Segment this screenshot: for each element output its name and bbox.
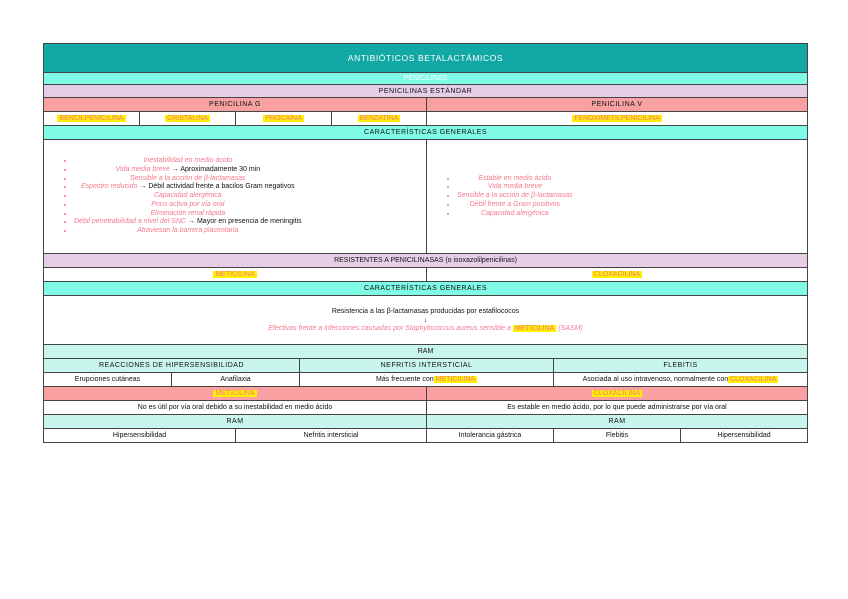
drug-ram-values-row — [44, 429, 807, 443]
meticilina-header: METICILINA — [215, 390, 255, 397]
list-item: • Vida media breve — [457, 183, 573, 192]
caracteristicas-header: CARACTERÍSTICAS GENERALES — [44, 126, 807, 139]
penicilinas-estandar-row — [44, 85, 807, 98]
cloxacilina-header-cell — [426, 387, 807, 400]
ram-nefritis-value: Más frecuente con METICILINA — [299, 373, 553, 386]
ram-col-flebitis: FLEBITIS — [553, 359, 807, 372]
list-item: • Poco activa por vía oral — [74, 201, 302, 210]
drug-headers-row — [44, 387, 807, 401]
list-item: • Vida media breve → Aproximadamente 30 min — [74, 166, 302, 175]
penicilinas-header: PENICILINAS — [44, 73, 807, 84]
ram-flebitis-value: Asociada al uso intravenoso, normalmente con CLOXACILINA — [553, 373, 807, 386]
drug-desc-row — [44, 401, 807, 415]
ram-columns-row — [44, 359, 807, 373]
penicilina-v-header: PENICILINA V — [426, 98, 807, 111]
meticilina-ram-hipersensibilidad: Hipersensibilidad — [112, 432, 167, 439]
list-item: • Débil penetrabilidad a nivel del SNC → Mayor en presencia de meningitis — [74, 218, 302, 227]
pen-v-features-cell — [426, 140, 807, 253]
cloxacilina-header: CLOXACILINA — [593, 390, 641, 397]
betalactam-summary-table — [43, 43, 808, 443]
variant-cell — [235, 112, 331, 125]
resistentes-header: RESISTENTES A PENICILINASAS (o isoxazolilpenicilinas) — [44, 254, 807, 267]
meticilina-header-cell — [44, 387, 426, 400]
variant-procaina: PROCAÍNA — [265, 115, 302, 122]
list-item: • Sensible a la acción de β-lactamasas — [74, 175, 302, 184]
features-row — [44, 140, 807, 254]
list-item: • Inestabilidad en medio ácido — [74, 157, 302, 166]
cloxacilina-ram-intolerancia: Intolerancia gástrica — [426, 429, 553, 442]
meticilina-ram-nefritis: Nefritis intersticial — [235, 429, 426, 442]
ram-col-hipersensibilidad: REACCIONES DE HIPERSENSIBILIDAD — [44, 359, 299, 372]
penicilinas-row — [44, 73, 807, 85]
penicilina-variants-row — [44, 112, 807, 126]
meticilina-cell — [44, 268, 426, 281]
list-item: • Capacidad alergénica — [74, 192, 302, 201]
variant-cell — [44, 112, 139, 125]
cloxacilina-desc: Es estable en medio ácido, por lo que puede administrarse por vía oral — [426, 401, 807, 414]
caracteristicas-row-2 — [44, 282, 807, 296]
list-item: • Espectro reducido → Débil actividad frente a bacilos Gram negativos — [74, 183, 302, 192]
meticilina-desc: No es útil por vía oral debido a su inestabilidad en medio ácido — [137, 404, 333, 411]
list-item: • Estable en medio ácido — [457, 175, 573, 184]
list-item: • Eliminación renal rápida — [74, 210, 302, 219]
page-title: ANTIBIÓTICOS BETALACTÁMICOS — [44, 44, 807, 72]
resistencia-row — [44, 296, 807, 345]
cloxacilina-cell — [426, 268, 807, 281]
cloxacilina-ram-header: RAM — [426, 415, 807, 428]
ram-row — [44, 345, 807, 359]
ram-values-row — [44, 373, 807, 387]
cloxacilina-label: CLOXACILINA — [593, 271, 641, 278]
resistencia-line-2: Efectivas frente a infecciones causadas por Staphylococcus aureus sensible a METICILINA (SASM) — [268, 324, 583, 332]
variant-bencilpenicilina: BENCILPENICILINA — [59, 115, 124, 122]
cloxacilina-ram-flebitis: Flebitis — [553, 429, 680, 442]
pen-v-features-list — [427, 175, 573, 219]
penicilinas-estandar-header: PENICILINAS ESTÁNDAR — [44, 85, 807, 97]
cloxacilina-ram-hipersensibilidad: Hipersensibilidad — [680, 429, 807, 442]
penicilina-types-row — [44, 98, 807, 112]
drug-ram-header-row — [44, 415, 807, 429]
ram-header: RAM — [44, 345, 807, 358]
list-item: • Atraviesan la barrera placentaria — [74, 227, 302, 236]
caracteristicas-row-1 — [44, 126, 807, 140]
meticilina-label: METICILINA — [215, 271, 255, 278]
resistentes-row — [44, 254, 807, 268]
variant-cristalina: CRISTALINA — [167, 115, 208, 122]
ram-anafilaxia: Anafilaxia — [171, 373, 299, 386]
variant-cell — [426, 112, 807, 125]
resistentes-types-row — [44, 268, 807, 282]
down-arrow-icon: ↓ — [423, 316, 428, 324]
resistencia-cell — [44, 296, 807, 344]
penicilina-g-header: PENICILINA G — [44, 98, 426, 111]
caracteristicas-header: CARACTERÍSTICAS GENERALES — [44, 282, 807, 295]
list-item: • Capacidad alergénica — [457, 210, 573, 219]
variant-cell — [139, 112, 235, 125]
ram-col-nefritis: NEFRITIS INTERSTICIAL — [299, 359, 553, 372]
pen-g-features-list — [44, 157, 302, 235]
list-item: • Sensible a la acción de β-lactamasas — [457, 192, 573, 201]
variant-cell — [331, 112, 426, 125]
list-item: • Débil frente a Gram positivos — [457, 201, 573, 210]
variant-benzatina: BENZATINA — [359, 115, 399, 122]
meticilina-ram-header: RAM — [44, 415, 426, 428]
variant-fenoximetilpenicilina: FENOXIMETILPENICILINA — [574, 115, 660, 122]
title-row — [44, 44, 807, 73]
resistencia-line-1: Resistencia a las β-lactamasas producidas por estafilococos — [331, 307, 520, 315]
pen-g-features-cell — [44, 140, 426, 253]
ram-erupciones: Erupciones cutáneas — [74, 376, 141, 383]
